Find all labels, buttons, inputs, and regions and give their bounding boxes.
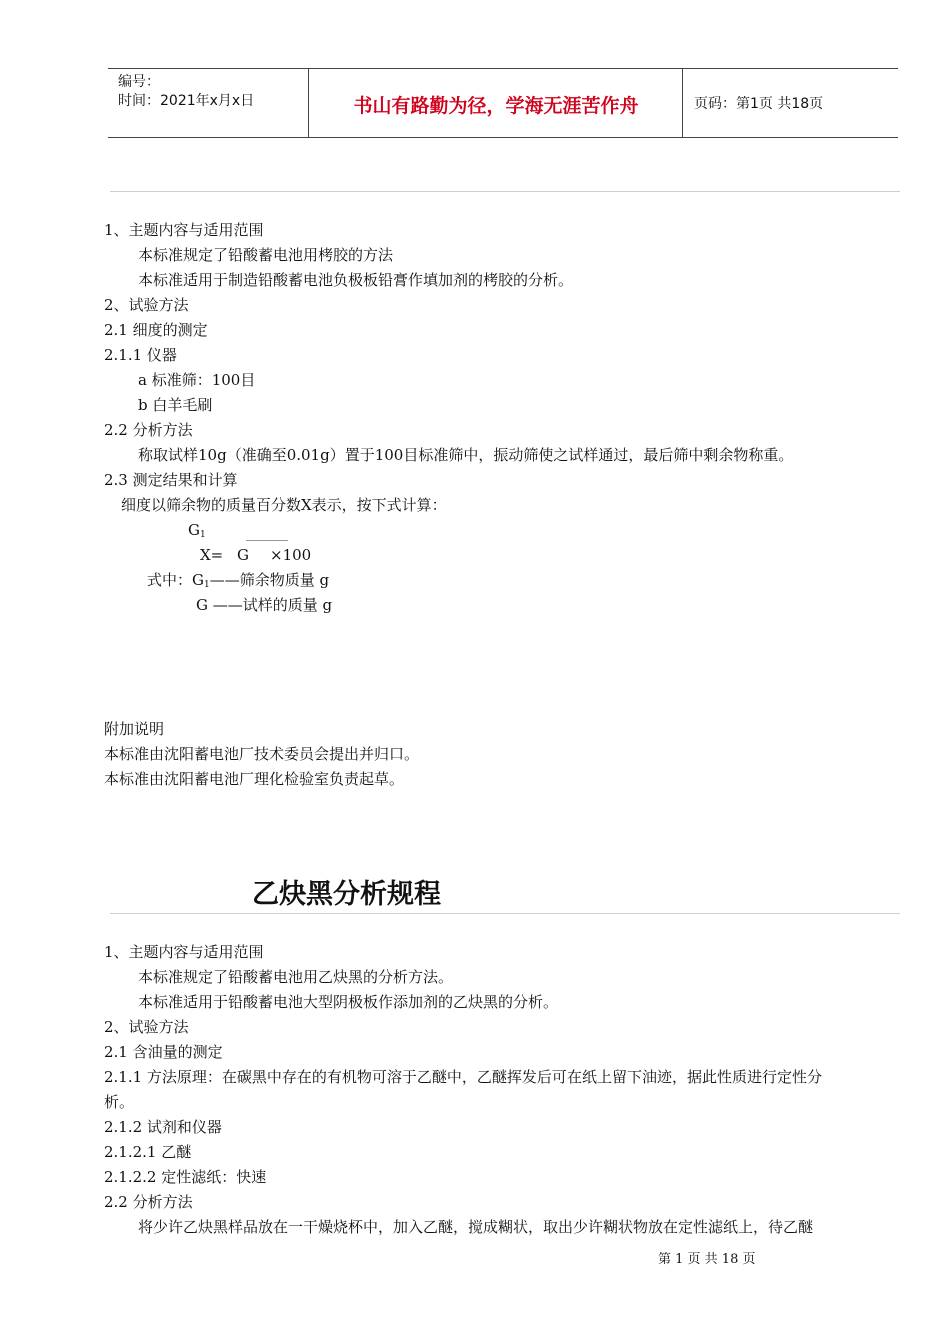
section-heading: 2、试验方法 <box>104 1018 189 1036</box>
subsection-heading: 2.1.1 仪器 <box>104 346 177 364</box>
note-line: 本标准由沈阳蓄电池厂技术委员会提出并归口。 <box>104 745 420 763</box>
section-title: 乙炔黑分析规程 <box>252 879 441 910</box>
paragraph: 细度以筛余物的质量百分数X表示，按下式计算： <box>121 496 447 514</box>
list-item: 2.1.2.1 乙醚 <box>104 1143 192 1161</box>
section-heading: 1、主题内容与适用范围 <box>104 943 264 961</box>
header-motto: 书山有路勤为径，学海无涯苦作舟 <box>353 95 639 117</box>
header-page-info: 页码：第1页 共18页 <box>694 96 824 112</box>
formula-definition: 式中：$G_1——$筛余物质量 g <box>147 571 330 590</box>
subsection-heading: 2.1 细度的测定 <box>104 321 208 339</box>
formula-numerator: $G_1$ <box>188 521 206 540</box>
subsection-heading: 2.2 分析方法 <box>104 1193 193 1211</box>
list-item: a 标准筛：100目 <box>138 371 256 389</box>
paragraph: 本标准规定了铅酸蓄电池用栲胶的方法 <box>138 246 394 264</box>
list-item: 2.1.2.2 定性滤纸：快速 <box>104 1168 267 1186</box>
paragraph: 本标准适用于铅酸蓄电池大型阴极板作添加剂的乙炔黑的分析。 <box>138 993 559 1011</box>
paragraph: 本标准适用于制造铅酸蓄电池负极板铅膏作填加剂的栲胶的分析。 <box>138 271 574 289</box>
note-heading: 附加说明 <box>104 720 165 738</box>
formula-multiplier: ×100 <box>270 546 312 564</box>
subsection-heading: 2.2 分析方法 <box>104 421 193 439</box>
subsection-heading: 2.3 测定结果和计算 <box>104 471 238 489</box>
formula-definition: G ——试样的质量 g <box>196 596 333 614</box>
divider <box>110 913 900 914</box>
header-divider <box>308 69 309 137</box>
page-header <box>108 68 898 138</box>
paragraph: 称取试样10g（准确至0.01g）置于100目标准筛中，振动筛使之试样通过，最后筛中剩余物称重。 <box>138 446 794 464</box>
paragraph: 析。 <box>104 1093 135 1111</box>
subsection-heading: 2.1.2 试剂和仪器 <box>104 1118 222 1136</box>
paragraph: 将少许乙炔黑样品放在一干燥烧杯中，加入乙醚，搅成糊状，取出少许糊状物放在定性滤纸上，待乙醚 <box>138 1218 814 1236</box>
fraction-bar <box>246 540 288 541</box>
note-line: 本标准由沈阳蓄电池厂理化检验室负责起草。 <box>104 770 405 788</box>
header-meta <box>118 73 254 111</box>
formula-denominator: G <box>237 546 249 564</box>
section-heading: 1、主题内容与适用范围 <box>104 221 264 239</box>
divider <box>110 191 900 192</box>
subsection-heading: 2.1 含油量的测定 <box>104 1043 223 1061</box>
page-footer: 第 1 页 共 18 页 <box>658 1252 756 1267</box>
doc-number-label: 编号： <box>118 74 160 90</box>
doc-time-label: 时间：2021年x月x日 <box>118 93 255 109</box>
formula-lhs: X= <box>200 546 224 564</box>
paragraph: 本标准规定了铅酸蓄电池用乙炔黑的分析方法。 <box>138 968 454 986</box>
header-divider <box>682 69 683 137</box>
section-heading: 2、试验方法 <box>104 296 189 314</box>
paragraph: 2.1.1 方法原理：在碳黑中存在的有机物可溶于乙醚中，乙醚挥发后可在纸上留下油迹，据此性质进行定性分 <box>104 1068 822 1086</box>
list-item: b 白羊毛刷 <box>138 396 213 414</box>
